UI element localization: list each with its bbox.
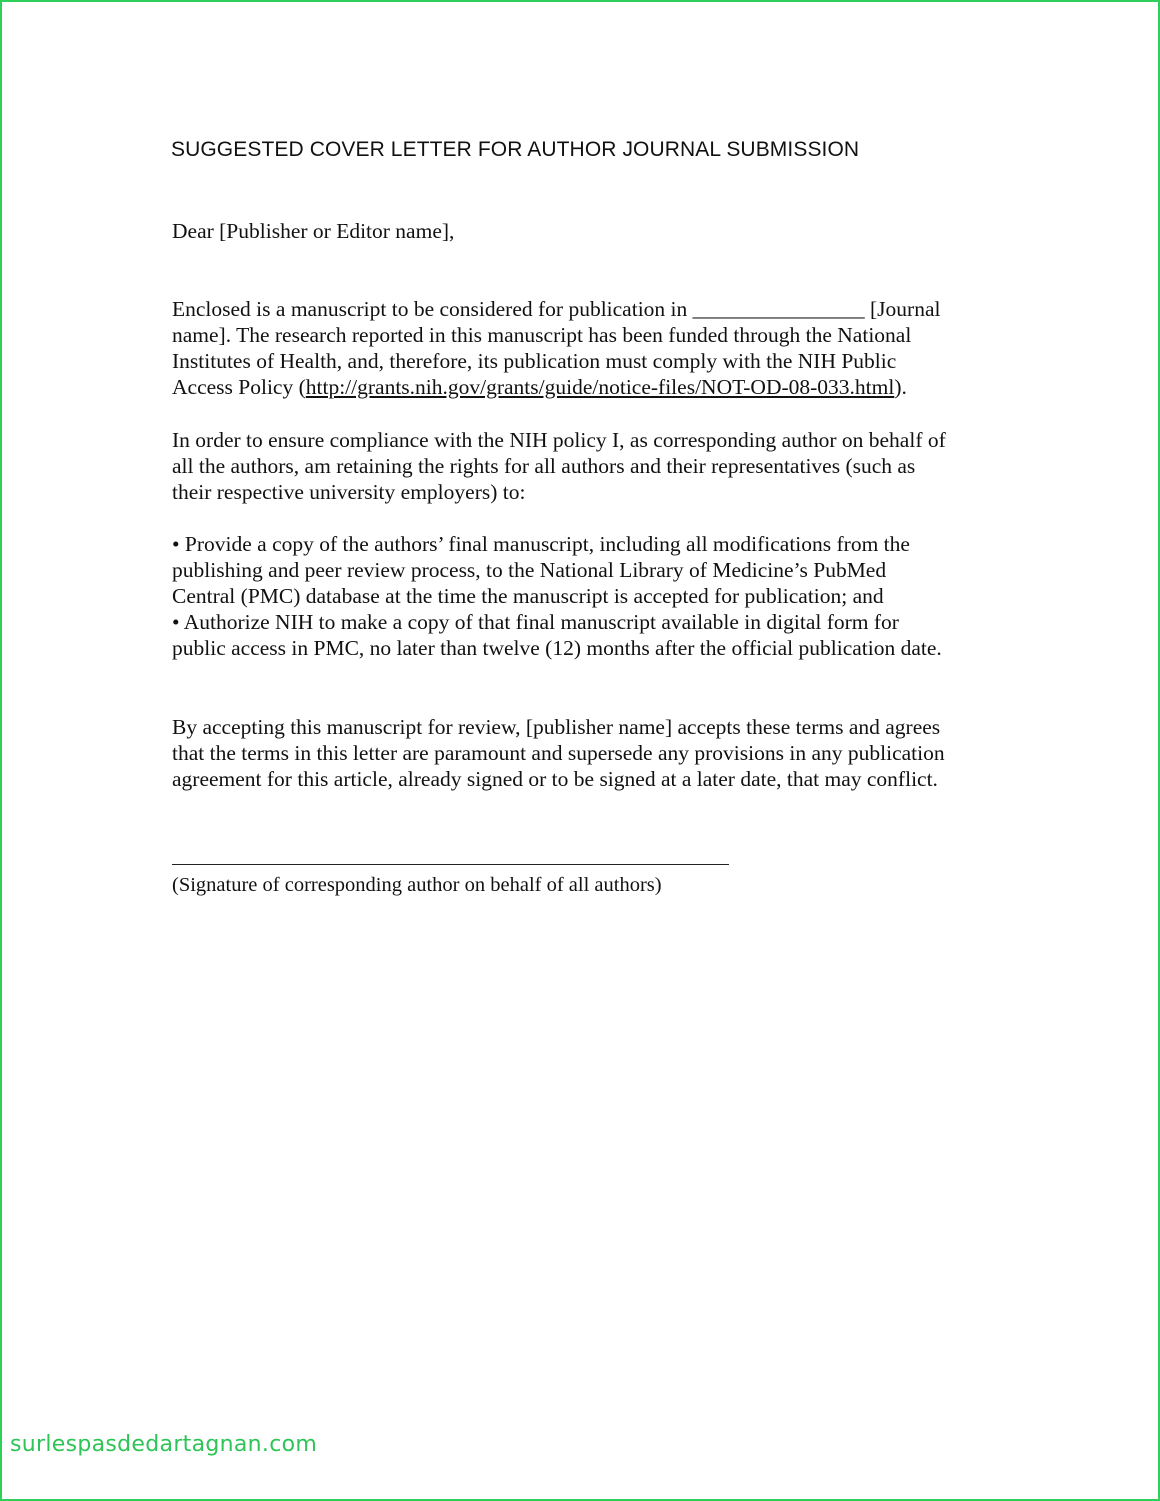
bullet-item-line: • Provide a copy of the authors’ final manuscript, including all modifications from the bbox=[172, 532, 910, 556]
paragraph-line: name]. The research reported in this manuscript has been funded through the National bbox=[172, 323, 912, 347]
policy-prefix: Access Policy ( bbox=[172, 375, 306, 399]
bullet-item-line: • Authorize NIH to make a copy of that final manuscript available in digital form for bbox=[172, 610, 899, 634]
paragraph-line: their respective university employers) to: bbox=[172, 480, 526, 504]
paragraph-line: By accepting this manuscript for review, [publisher name] accepts these terms and agrees bbox=[172, 715, 941, 739]
policy-suffix: ). bbox=[894, 375, 907, 399]
paragraph-line: Institutes of Health, and, therefore, its publication must comply with the NIH Public bbox=[172, 349, 897, 373]
paragraph-line: agreement for this article, already signed or to be signed at a later date, that may conflict. bbox=[172, 767, 938, 791]
paragraph-line bbox=[172, 374, 907, 400]
bullet-item-line: public access in PMC, no later than twelve (12) months after the official publication date. bbox=[172, 636, 942, 660]
salutation: Dear [Publisher or Editor name], bbox=[172, 219, 455, 243]
bullet-item-line: publishing and peer review process, to the National Library of Medicine’s PubMed bbox=[172, 558, 887, 582]
site-watermark: surlespasdedartagnan.com bbox=[10, 1432, 318, 1457]
paragraph-line: Enclosed is a manuscript to be considered for publication in ________________ [Journal bbox=[172, 297, 941, 321]
signature-line bbox=[172, 864, 729, 865]
letter-heading: SUGGESTED COVER LETTER FOR AUTHOR JOURNAL SUBMISSION bbox=[171, 138, 860, 161]
bullet-item-line: Central (PMC) database at the time the manuscript is accepted for publication; and bbox=[172, 584, 884, 608]
paragraph-line: In order to ensure compliance with the NIH policy I, as corresponding author on behalf of bbox=[172, 428, 946, 452]
paragraph-line: all the authors, am retaining the rights for all authors and their representatives (such as bbox=[172, 454, 916, 478]
document-page bbox=[2, 2, 1158, 1499]
signature-caption: (Signature of corresponding author on behalf of all authors) bbox=[172, 874, 662, 896]
nih-policy-link[interactable]: http://grants.nih.gov/grants/guide/notice-files/NOT-OD-08-033.html bbox=[305, 375, 895, 399]
paragraph-line: that the terms in this letter are paramount and supersede any provisions in any publication bbox=[172, 741, 945, 765]
